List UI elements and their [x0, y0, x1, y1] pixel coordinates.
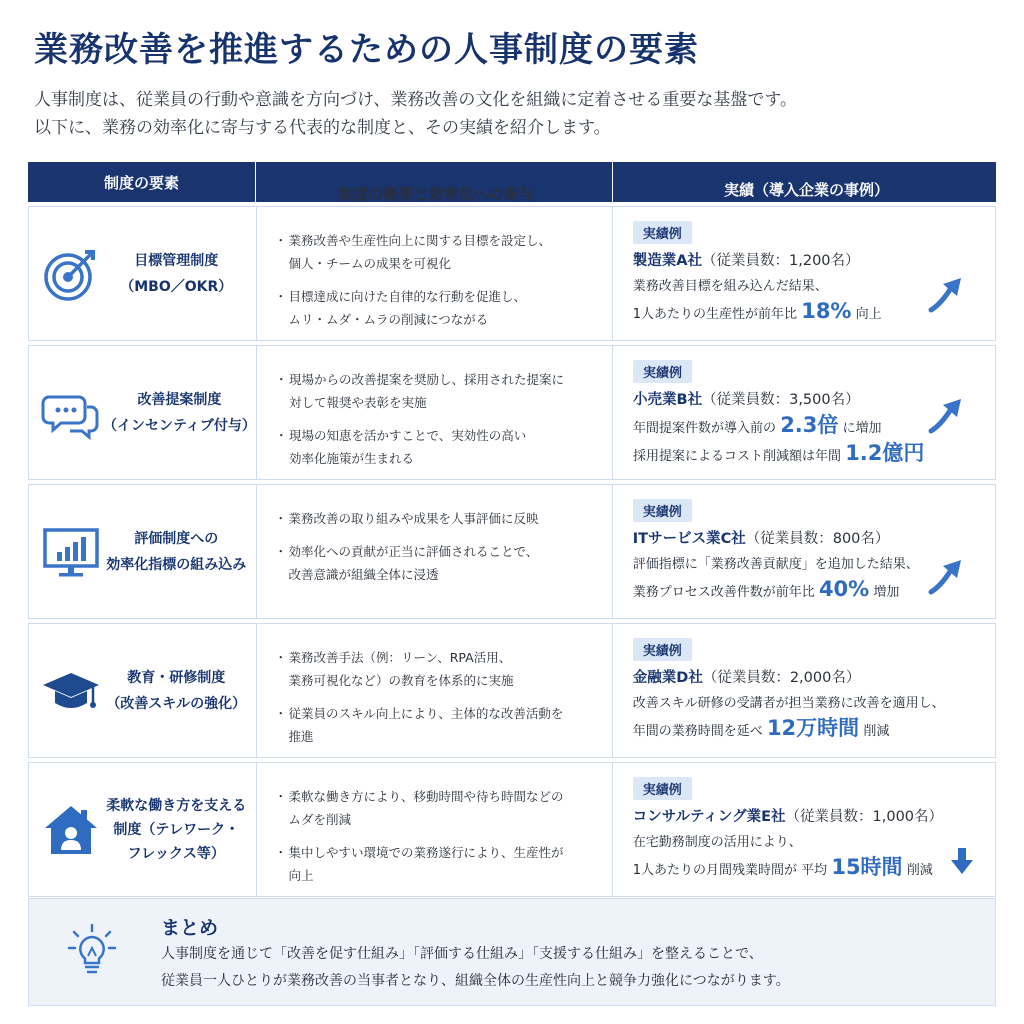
result-badge: 実績例 — [633, 221, 692, 244]
list-item: ・ 効率化への貢献が正当に評価されることで、 改善意識が組織全体に浸透 — [274, 544, 539, 582]
table-row — [28, 762, 996, 897]
up-arrow-icon — [927, 274, 967, 318]
result-text: 業務改善目標を組み込んだ結果、 1人あたりの生産性が前年比 18% 向上 — [632, 279, 882, 323]
home-worker-icon — [39, 798, 103, 862]
result-text: 評価指標に「業務改善貢献度」を追加した結果、 業務プロセス改善件数が前年比 40% 増加 — [632, 557, 919, 601]
table-row — [28, 623, 996, 758]
header-element: 制度の要素 — [28, 162, 256, 202]
company-name: 金融業D社（従業員数：2,000名） — [632, 670, 861, 686]
summary-box — [28, 898, 996, 1006]
result-text: 在宅勤務制度の活用により、 1人あたりの月間残業時間が 平均 15時間 削減 — [632, 835, 933, 879]
result-badge: 実績例 — [633, 777, 692, 800]
list-item: ・ 現場の知恵を活かすことで、実効性の高い 効率化施策が生まれる — [275, 428, 527, 466]
element-label: 教育・研修制度 （改善スキルの強化） — [106, 669, 247, 712]
hr-systems-table — [28, 162, 996, 897]
list-item: ・ 業務改善手法（例：リーン、RPA活用、 業務可視化など）の教育を体系的に実施 — [274, 650, 514, 688]
table-row — [28, 484, 996, 619]
company-name: 小売業B社（従業員数：3,500名） — [633, 392, 860, 408]
result-text: 改善スキル研修の受講者が担当業務に改善を適用し、 年間の業務時間を延べ 12万時間 削減 — [632, 696, 945, 740]
element-label: 評価制度への 効率化指標の組み込み — [106, 530, 247, 573]
list-item: ・ 目標達成に向けた自律的な行動を促進し、 ムリ・ムダ・ムラの削減につながる — [274, 289, 527, 327]
element-label: 柔軟な働き方を支える 制度（テレワーク・ フレックス等） — [106, 797, 247, 862]
element-label: 目標管理制度 （MBO／OKR） — [120, 252, 233, 295]
table-header — [28, 162, 996, 202]
up-arrow-icon — [927, 395, 967, 439]
target-icon — [39, 242, 103, 306]
list-item: ・ 集中しやすい環境での業務遂行により、生産性が 向上 — [274, 845, 564, 883]
intro-text: 人事制度は、従業員の行動や意識を方向づけ、業務改善の文化を組織に定着させる重要な基盤です。 以下に、業務の効率化に寄与する代表的な制度と、その実績を紹介します。 — [34, 90, 797, 138]
graduation-cap-icon — [39, 659, 103, 723]
header-overview: 制度の概要と効率化への寄与 — [256, 162, 613, 202]
up-arrow-icon — [927, 556, 967, 600]
summary-text: 人事制度を通じて「改善を促す仕組み」「評価する仕組み」「支援する仕組み」を整えることで、 従業員一人ひとりが業務改善の当事者となり、組織全体の生産性向上と競争力強化につながります。 — [161, 946, 790, 989]
result-text: 年間提案件数が導入前の 2.3倍 に増加 採用提案によるコスト削減額は年間 1.2億円 — [633, 413, 925, 465]
company-name: コンサルティング業E社（従業員数：1,000名） — [632, 809, 944, 825]
table-row — [28, 345, 996, 480]
result-badge: 実績例 — [633, 360, 692, 383]
table-row — [28, 206, 996, 341]
list-item: ・ 業務改善や生産性向上に関する目標を設定し、 個人・チームの成果を可視化 — [274, 233, 552, 271]
company-name: ITサービス業C社（従業員数：800名） — [632, 531, 890, 547]
result-badge: 実績例 — [633, 638, 692, 661]
header-results: 実績（導入企業の事例） — [723, 180, 889, 199]
chart-monitor-icon — [39, 520, 103, 584]
list-item: ・ 現場からの改善提案を奨励し、採用された提案に 対して報奨や表彰を実施 — [275, 372, 565, 410]
list-item: ・ 柔軟な働き方により、移動時間や待ち時間などの ムダを削減 — [274, 789, 564, 827]
result-badge: 実績例 — [633, 499, 692, 522]
page-title: 業務改善を推進するための人事制度の要素 — [34, 30, 699, 70]
element-label: 改善提案制度 （インセンティブ付与） — [103, 391, 256, 434]
summary-title: まとめ — [161, 917, 219, 939]
list-item: ・ 従業員のスキル向上により、主体的な改善活動を 推進 — [274, 706, 564, 744]
list-item: ・ 業務改善の取り組みや成果を人事評価に反映 — [274, 511, 539, 526]
lightbulb-icon — [67, 923, 117, 983]
speech-bubbles-icon — [39, 381, 103, 445]
down-arrow-icon — [951, 848, 973, 878]
company-name: 製造業A社（従業員数：1,200名） — [632, 253, 860, 269]
